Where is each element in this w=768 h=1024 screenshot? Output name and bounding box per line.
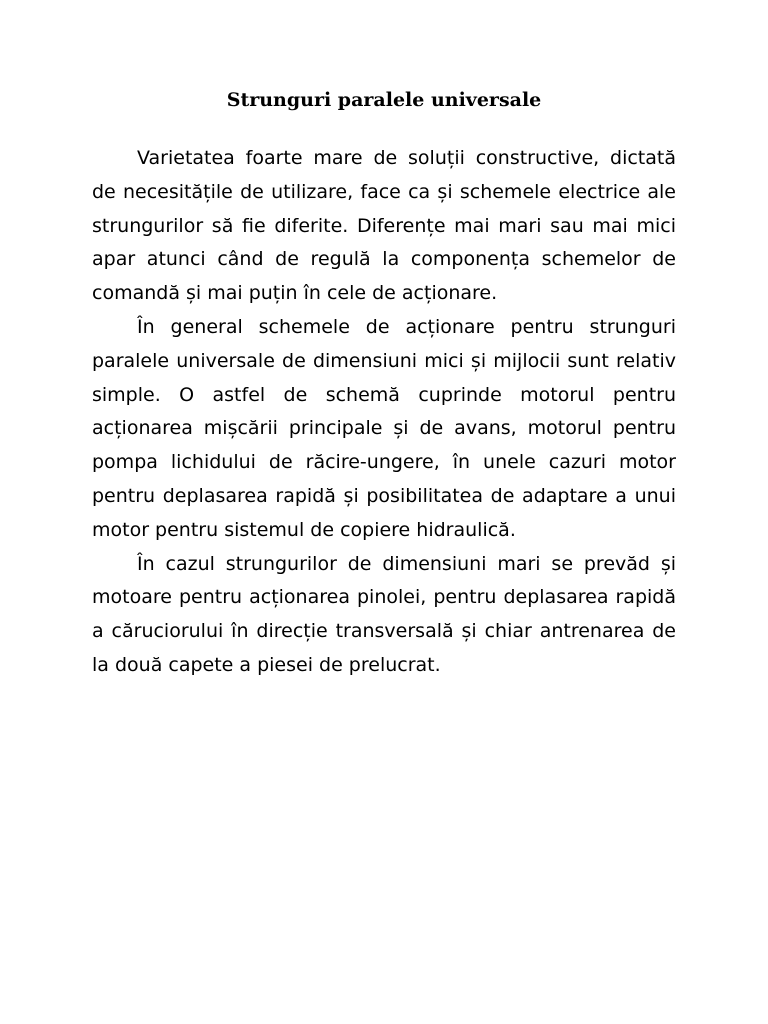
document-body — [92, 142, 676, 683]
document-title: Strunguri paralele universale — [226, 89, 542, 111]
paragraph-2: În general schemele de acționare pentru strunguri paralele universale de dimensiuni mici și mijlocii sunt relativ simple. O astfel de schemă cuprinde motorul pentru acționarea mișcării principale și de avans, motorul pentru pompa lichidului de răcire-ungere, în unele cazuri motor pentru deplasarea rapidă și posibilitatea de adaptare a unui motor pentru sistemul de copiere hidraulică. — [92, 315, 676, 541]
paragraph-1: Varietatea foarte mare de soluții constructive, dictată de necesitățile de utilizare, face ca și schemele electrice ale strungurilor să fie diferite. Diferențe mai mari sau mai mici apar atunci când de regulă la componența schemelor de comandă și mai puțin în cele de acționare. — [92, 147, 676, 305]
paragraph-3: În cazul strungurilor de dimensiuni mari se prevăd și motoare pentru acționarea pinolei, pentru deplasarea rapidă a căruciorului în direcție transversală și chiar antrenarea de la două capete a piesei de prelucrat. — [92, 552, 676, 676]
